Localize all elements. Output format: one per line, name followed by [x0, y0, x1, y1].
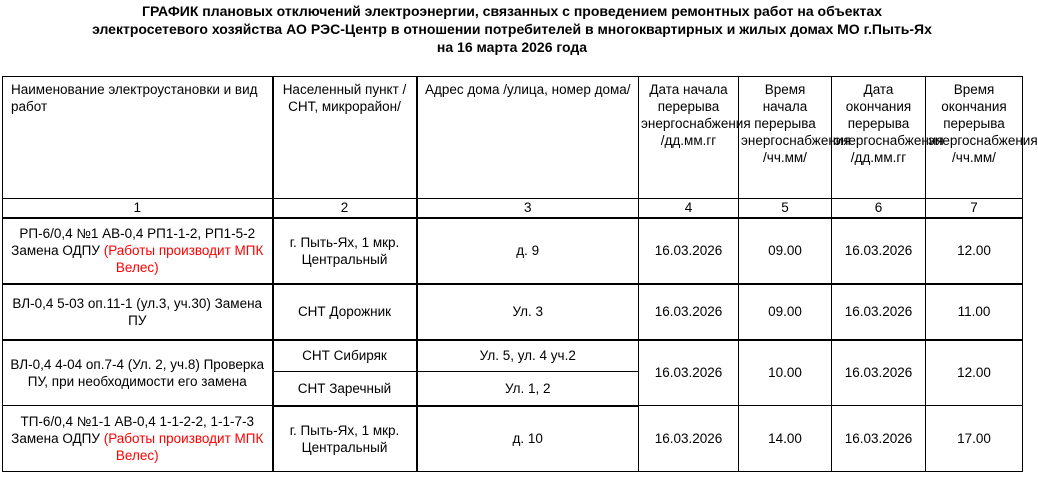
header-end-time: Время окончания перерыва энергоснабжения /чч.мм/	[926, 77, 1023, 199]
work-text: РП-6/0,4 №1 АВ-0,4 РП1-1-2, РП1-5-2 Замена ОДПУ	[11, 226, 256, 258]
outage-schedule-table	[2, 76, 1038, 472]
header-work: Наименование электроустановки и вид работ	[3, 77, 273, 199]
title-line-2: электросетевого хозяйства АО РЭС-Центр в отношении потребителей в многоквартирных и жилых домах МО г.Пыть-Ях	[92, 21, 932, 37]
locality: г. Пыть-Ях, 1 мкр. Центральный	[273, 218, 417, 284]
locality: СНТ Заречный	[273, 372, 417, 406]
locality: СНТ Дорожник	[273, 284, 417, 340]
work-description	[3, 406, 273, 472]
start-date: 16.03.2026	[639, 284, 739, 340]
header-end-date: Дата окончания перерыва энергоснабжения /дд.мм.гг	[832, 77, 926, 199]
header-locality: Населенный пункт /СНТ, микрорайон/	[273, 77, 417, 199]
column-number: 5	[739, 199, 832, 218]
header-address: Адрес дома /улица, номер дома/	[417, 77, 639, 199]
start-date: 16.03.2026	[639, 218, 739, 284]
contractor-note: (Работы производит МПК Велес)	[103, 243, 264, 275]
address: д. 9	[417, 218, 639, 284]
title-line-1: ГРАФИК плановых отключений электроэнергии, связанных с проведением ремонтных работ на объектах	[142, 3, 882, 19]
locality: г. Пыть-Ях, 1 мкр. Центральный	[273, 406, 417, 472]
end-date: 16.03.2026	[832, 218, 926, 284]
end-time: 17.00	[926, 406, 1023, 472]
table-row	[3, 340, 1023, 372]
header-start-time: Время начала перерыва энергоснабжения /чч.мм/	[739, 77, 832, 199]
table-row	[3, 218, 1023, 284]
start-time: 10.00	[739, 340, 832, 406]
contractor-note: (Работы производит МПК Велес)	[103, 431, 264, 463]
start-time: 09.00	[739, 218, 832, 284]
title-line-3: на 16 марта 2026 года	[436, 39, 588, 55]
work-description	[3, 218, 273, 284]
address: Ул. 5, ул. 4 уч.2	[417, 340, 639, 372]
address: д. 10	[417, 406, 639, 472]
work-description: ВЛ-0,4 5-03 оп.11-1 (ул.3, уч.30) Замена ПУ	[3, 284, 273, 340]
locality: СНТ Сибиряк	[273, 340, 417, 372]
start-date: 16.03.2026	[639, 340, 739, 406]
column-number-row	[3, 199, 1023, 218]
column-number: 6	[832, 199, 926, 218]
work-description: ВЛ-0,4 4-04 оп.7-4 (Ул. 2, уч.8) Проверка ПУ, при необходимости его замена	[3, 340, 273, 406]
work-text: ТП-6/0,4 №1-1 АВ-0,4 1-1-2-2, 1-1-7-3 Замена ОДПУ	[11, 414, 255, 446]
column-number: 4	[639, 199, 739, 218]
start-time: 09.00	[739, 284, 832, 340]
table-row	[3, 406, 1023, 472]
header-start-date: Дата начала перерыва энергоснабжения /дд.мм.гг	[639, 77, 739, 199]
end-date: 16.03.2026	[832, 406, 926, 472]
table-row	[3, 284, 1023, 340]
address: Ул. 1, 2	[417, 372, 639, 406]
start-time: 14.00	[739, 406, 832, 472]
column-number: 1	[3, 199, 273, 218]
column-number: 3	[417, 199, 639, 218]
end-date: 16.03.2026	[832, 340, 926, 406]
address: Ул. 3	[417, 284, 639, 340]
end-time: 12.00	[926, 340, 1023, 406]
end-time: 11.00	[926, 284, 1023, 340]
header-row	[3, 77, 1023, 199]
start-date: 16.03.2026	[639, 406, 739, 472]
column-number: 2	[273, 199, 417, 218]
document-title	[0, 2, 1024, 56]
column-number: 7	[926, 199, 1023, 218]
end-time: 12.00	[926, 218, 1023, 284]
end-date: 16.03.2026	[832, 284, 926, 340]
